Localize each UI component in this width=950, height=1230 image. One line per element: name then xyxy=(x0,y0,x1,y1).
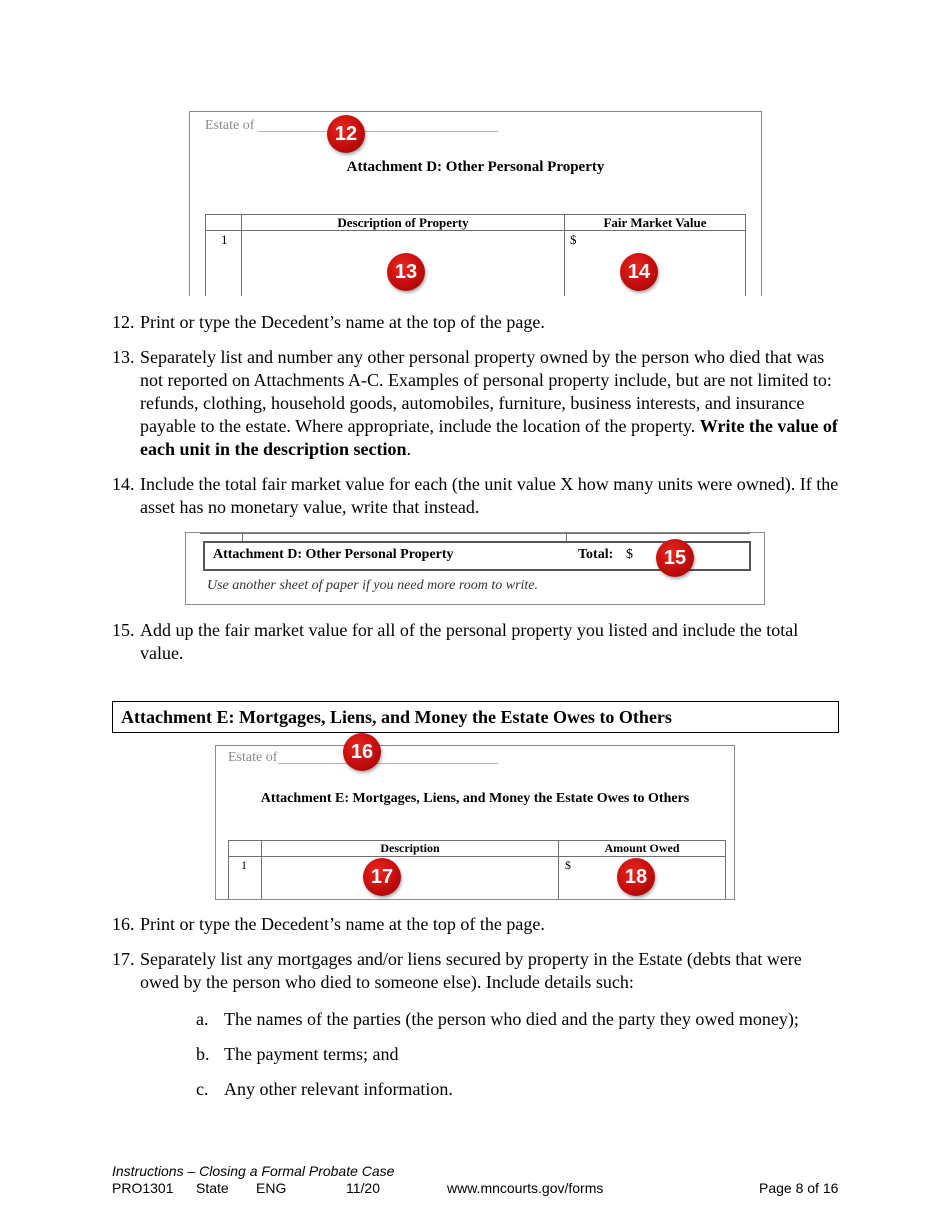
sub-item-letter: a. xyxy=(196,1009,209,1029)
instruction-text: Include the total fair market value for each (the unit value X how many units were owned). If the asset has no monetary value, write that instead. xyxy=(140,474,839,517)
instruction-number: 13. xyxy=(112,347,135,367)
total-currency: $ xyxy=(626,547,633,562)
instruction-text: Add up the fair market value for all of the personal property you listed and include the total value. xyxy=(140,620,799,663)
column-header-description: Description xyxy=(380,841,440,855)
total-row-label: Attachment D: Other Personal Property xyxy=(213,547,454,562)
table-left-border xyxy=(205,214,206,296)
callout-marker-17: 17 xyxy=(363,858,401,896)
callout-marker-13: 13 xyxy=(387,253,425,291)
estate-name-line xyxy=(278,763,498,764)
table-left-border xyxy=(228,840,229,899)
footer-page-number: Page 8 of 16 xyxy=(759,1180,839,1196)
attachment-d-form-image xyxy=(189,111,762,296)
table-header-border xyxy=(228,856,726,857)
total-label: Total: xyxy=(578,547,614,562)
footer-doc-title: Instructions – Closing a Formal Probate Case xyxy=(112,1163,395,1179)
attachment-d-title: Attachment D: Other Personal Property xyxy=(346,159,605,175)
currency-symbol: $ xyxy=(570,232,577,247)
callout-marker-12: 12 xyxy=(327,115,365,153)
section-e-heading: Attachment E: Mortgages, Liens, and Money the Estate Owes to Others xyxy=(112,701,839,733)
footer-scope: State xyxy=(196,1180,229,1196)
instruction-number: 14. xyxy=(112,474,135,494)
sub-item-text: The names of the parties (the person who died and the party they owed money); xyxy=(224,1009,799,1029)
attachment-e-title: Attachment E: Mortgages, Liens, and Money the Estate Owes to Others xyxy=(260,791,690,806)
callout-marker-14: 14 xyxy=(620,253,658,291)
table-right-border xyxy=(725,840,726,899)
instruction-number: 12. xyxy=(112,312,135,332)
instruction-text: Separately list and number any other personal property owned by the person who died that was not reported on Attachments A-C. Examples of personal property include, but are not limited to: refunds, clothing, household goods, automobiles, furniture, business interests, and insurance payable to the estate. Where appropriate, include the location of the property. Write the value of each unit in the description section. xyxy=(140,347,838,459)
callout-marker-18: 18 xyxy=(617,858,655,896)
callout-marker-15: 15 xyxy=(656,539,694,577)
currency-symbol: $ xyxy=(565,858,571,872)
row-number: 1 xyxy=(221,232,228,247)
callout-marker-16: 16 xyxy=(343,733,381,771)
total-tick-2 xyxy=(566,533,567,541)
footer-url[interactable]: www.mncourts.gov/forms xyxy=(447,1180,604,1196)
attachment-e-form-image xyxy=(215,745,735,900)
column-header-fair-market-value: Fair Market Value xyxy=(603,215,707,230)
sub-item-letter: b. xyxy=(196,1044,210,1064)
column-header-amount-owed: Amount Owed xyxy=(604,841,680,855)
estate-of-label: Estate of xyxy=(228,750,278,765)
table-right-border xyxy=(745,214,746,296)
instruction-number: 17. xyxy=(112,949,135,969)
row-number: 1 xyxy=(241,858,247,872)
column-header-description: Description of Property xyxy=(337,215,469,230)
sub-item-text: Any other relevant information. xyxy=(224,1079,453,1099)
footer-form-id: PRO1301 xyxy=(112,1180,174,1196)
sub-item-text: The payment terms; and xyxy=(224,1044,399,1064)
estate-name-line xyxy=(258,131,498,132)
instruction-text: Separately list any mortgages and/or liens secured by property in the Estate (debts that were owed by the person who died to someone else). Include details such: xyxy=(140,949,802,992)
total-top-line xyxy=(200,533,750,534)
instruction-text: Print or type the Decedent’s name at the top of the page. xyxy=(140,914,545,934)
instruction-text: Print or type the Decedent’s name at the top of the page. xyxy=(140,312,545,332)
footer-date: 11/20 xyxy=(346,1180,380,1196)
estate-of-label: Estate of xyxy=(205,118,255,133)
sub-item-letter: c. xyxy=(196,1079,209,1099)
instruction-number: 15. xyxy=(112,620,135,640)
instruction-emphasis: Write the value of each unit in the description section xyxy=(140,416,838,459)
footer-language: ENG xyxy=(256,1180,287,1196)
instruction-number: 16. xyxy=(112,914,135,934)
extra-paper-note: Use another sheet of paper if you need more room to write. xyxy=(207,578,539,593)
total-tick-1 xyxy=(242,533,243,541)
